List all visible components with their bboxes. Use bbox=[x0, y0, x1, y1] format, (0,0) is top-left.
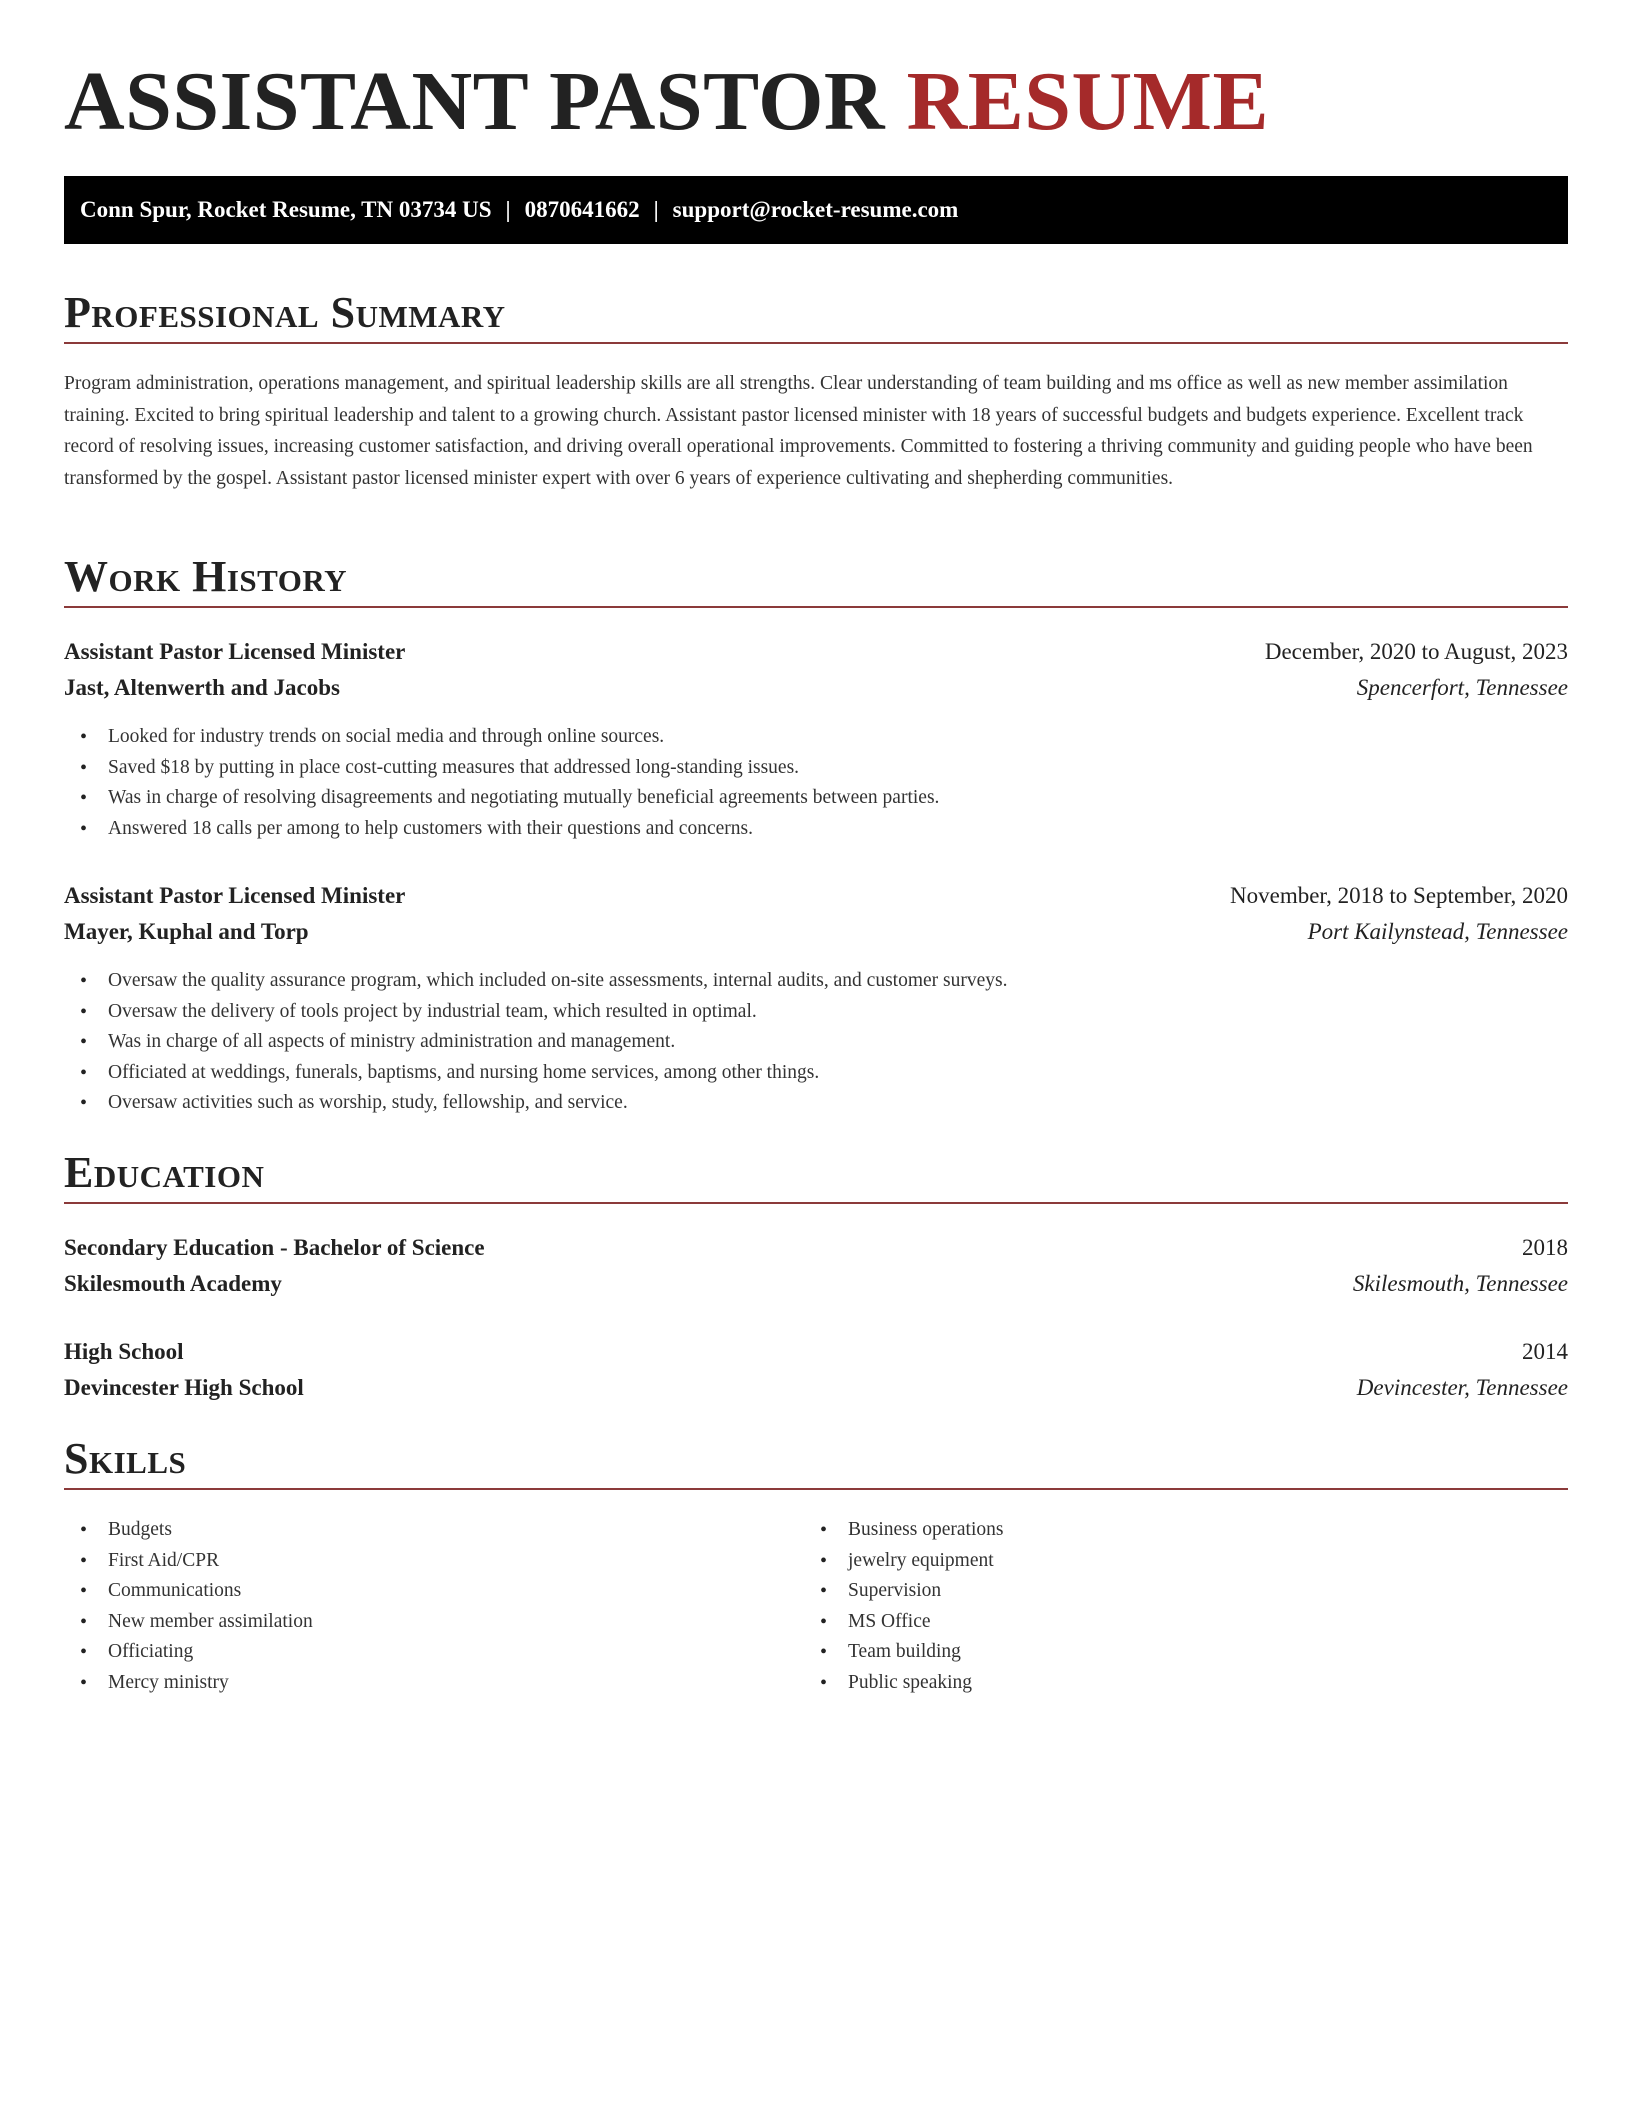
job-title: Assistant Pastor Licensed Minister bbox=[64, 639, 406, 664]
job-dates: December, 2020 to August, 2023 bbox=[1264, 639, 1568, 664]
section-title: Education bbox=[64, 1148, 265, 1197]
list-item: • Oversaw the quality assurance program, which included on-site assessments, internal audits, and customer surveys. bbox=[64, 966, 1464, 997]
skill-item: • jewelry equipment bbox=[804, 1546, 1504, 1577]
education-location: Devincester, Tennessee bbox=[1356, 1375, 1568, 1400]
skill-item: • Business operations bbox=[804, 1515, 1504, 1546]
contact-address: Conn Spur, Rocket Resume, TN 03734 US bbox=[80, 197, 492, 222]
job-company: Mayer, Kuphal and Torp bbox=[64, 919, 309, 944]
education-year: 2018 bbox=[1522, 1235, 1568, 1260]
job-location: Spencerfort, Tennessee bbox=[1356, 675, 1568, 700]
contact-email: support@rocket-resume.com bbox=[672, 197, 959, 222]
education-header-row bbox=[64, 1230, 1568, 1266]
skill-item: • Communications bbox=[64, 1576, 764, 1607]
education-year: 2014 bbox=[1522, 1339, 1568, 1364]
skill-item: • Mercy ministry bbox=[64, 1668, 764, 1699]
list-item: • Looked for industry trends on social media and through online sources. bbox=[64, 722, 1464, 753]
education-degree: High School bbox=[64, 1339, 184, 1364]
list-item: • Answered 18 calls per among to help customers with their questions and concerns. bbox=[64, 814, 1464, 845]
contact-phone: 0870641662 bbox=[524, 197, 640, 222]
resume-title bbox=[64, 52, 1269, 152]
skill-item: • MS Office bbox=[804, 1607, 1504, 1638]
job-dates: November, 2018 to September, 2020 bbox=[1230, 883, 1568, 908]
skills-section-heading bbox=[64, 1430, 1568, 1490]
contact-separator: | bbox=[653, 197, 659, 222]
education-degree: Secondary Education - Bachelor of Science bbox=[64, 1235, 485, 1260]
contact-bar bbox=[64, 176, 1568, 244]
job-company-row bbox=[64, 914, 1568, 950]
skill-item: • New member assimilation bbox=[64, 1607, 764, 1638]
skill-item: • First Aid/CPR bbox=[64, 1546, 764, 1577]
skill-item: • Budgets bbox=[64, 1515, 764, 1546]
section-title: Work History bbox=[64, 552, 348, 601]
education-location: Skilesmouth, Tennessee bbox=[1352, 1271, 1568, 1296]
job-title: Assistant Pastor Licensed Minister bbox=[64, 883, 406, 908]
list-item: • Officiated at weddings, funerals, baptisms, and nursing home services, among other things. bbox=[64, 1058, 1464, 1089]
list-item: • Was in charge of resolving disagreements and negotiating mutually beneficial agreements between parties. bbox=[64, 783, 1464, 814]
skill-item: • Officiating bbox=[64, 1637, 764, 1668]
section-title: Professional Summary bbox=[64, 288, 506, 337]
list-item: • Oversaw activities such as worship, study, fellowship, and service. bbox=[64, 1088, 1464, 1119]
education-school: Devincester High School bbox=[64, 1375, 304, 1400]
education-section-heading bbox=[64, 1144, 1568, 1204]
job-company-row bbox=[64, 670, 1568, 706]
education-school-row bbox=[64, 1370, 1568, 1406]
job-bullet-list bbox=[64, 722, 1464, 844]
list-item: • Was in charge of all aspects of ministry administration and management. bbox=[64, 1027, 1464, 1058]
list-item: • Oversaw the delivery of tools project by industrial team, which resulted in optimal. bbox=[64, 997, 1464, 1028]
education-school: Skilesmouth Academy bbox=[64, 1271, 282, 1296]
work-section-heading bbox=[64, 548, 1568, 608]
section-title: Skills bbox=[64, 1434, 187, 1483]
skill-item: • Supervision bbox=[804, 1576, 1504, 1607]
education-header-row bbox=[64, 1334, 1568, 1370]
job-location: Port Kailynstead, Tennessee bbox=[1307, 919, 1568, 944]
skill-item: • Team building bbox=[804, 1637, 1504, 1668]
job-header-row bbox=[64, 634, 1568, 670]
job-bullet-list bbox=[64, 966, 1464, 1119]
job-company: Jast, Altenwerth and Jacobs bbox=[64, 675, 341, 700]
title-accent: RESUME bbox=[906, 55, 1269, 148]
education-school-row bbox=[64, 1266, 1568, 1302]
skill-item: • Public speaking bbox=[804, 1668, 1504, 1699]
list-item: • Saved $18 by putting in place cost-cutting measures that addressed long-standing issues. bbox=[64, 753, 1464, 784]
contact-separator: | bbox=[505, 197, 511, 222]
summary-text: Program administration, operations management, and spiritual leadership skills are all strengths. Clear understanding of team building and ms office as well as new member assimilation training. Excited to bring spiritual leadership and talent to a growing church. Assistant pastor licensed minister with 18 years of successful budgets and budgets experience. Excellent track record of resolving issues, increasing customer satisfaction, and driving overall operational improvements. Committed to fostering a thriving community and guiding people who have been transformed by the gospel. Assistant pastor licensed minister expert with over 6 years of experience cultivating and shepherding communities. bbox=[64, 373, 1533, 489]
skills-list-left bbox=[64, 1515, 764, 1698]
title-main: ASSISTANT PASTOR bbox=[64, 55, 886, 148]
skills-list-right bbox=[804, 1515, 1504, 1698]
summary-section-heading bbox=[64, 284, 1568, 344]
job-header-row bbox=[64, 878, 1568, 914]
